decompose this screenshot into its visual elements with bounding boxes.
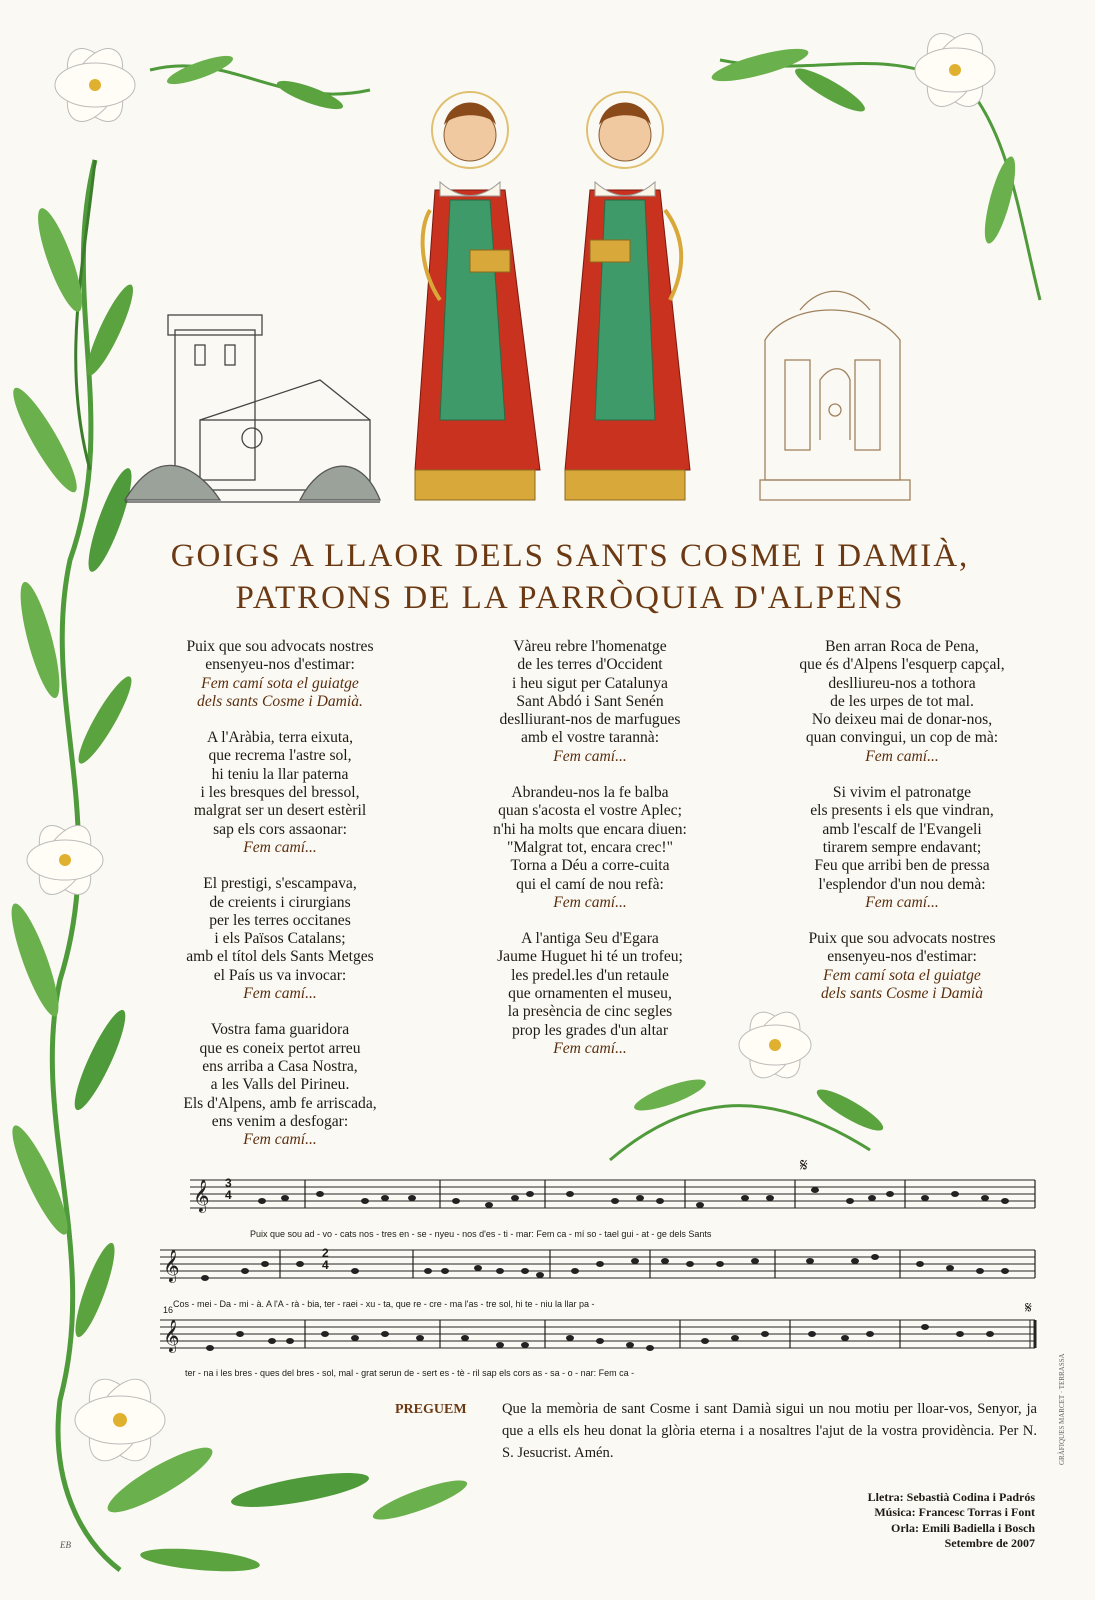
segno-sign-end: 𝄋 bbox=[1025, 1300, 1032, 1317]
refrain-line: Fem camí... bbox=[243, 1131, 317, 1149]
verse-line: malgrat ser un desert estèril bbox=[193, 802, 367, 820]
time-sig-bottom: 4 bbox=[225, 1188, 232, 1202]
verse-line: amb el títol dels Sants Metges bbox=[186, 948, 374, 966]
verse-line: deslliureu-nos a tothora bbox=[828, 674, 976, 692]
music-lyrics-line-3: ter - na i les bres - ques del bres - sol, mal - grat serun de - sert es - tè - ril sap els cors as - sa - o - nar: Fem ca - bbox=[185, 1368, 635, 1378]
stanza bbox=[440, 638, 740, 766]
refrain-line: Fem camí sota el guiatge bbox=[823, 966, 981, 984]
verse-line: tirarem sempre endavant; bbox=[822, 838, 982, 856]
page-title-line-1: GOIGS A LLAOR DELS SANTS COSME I DAMIÀ, bbox=[170, 538, 970, 574]
verse-line: Si vivim el patronatge bbox=[832, 784, 972, 802]
credit-lyrics: Lletra: Sebastià Codina i Padrós bbox=[867, 1490, 1035, 1504]
music-lyrics-line-2: Cos - mei - Da - mi - à. A l'A - rà - bia, ter - raei - xu - ta, que re - cre - ma l'as - tre sol, hi te - niu la llar pa - bbox=[173, 1299, 595, 1309]
measure-number: 16 bbox=[163, 1305, 174, 1315]
refrain-line: dels sants Cosme i Damià bbox=[820, 985, 983, 1003]
refrain-line: Fem camí... bbox=[553, 893, 627, 911]
refrain-line: Fem camí... bbox=[865, 893, 939, 911]
verse-line: deslliurant-nos de marfugues bbox=[499, 711, 681, 729]
verse-line: ensenyeu-nos d'estimar: bbox=[205, 656, 355, 674]
time-signature-2 bbox=[322, 1247, 329, 1271]
verse-line: de creients i cirurgians bbox=[209, 893, 351, 911]
stanza bbox=[752, 930, 1052, 1003]
saint-damia-figure bbox=[565, 92, 690, 500]
verse-line: Jaume Huguet hi té un trofeu; bbox=[497, 948, 683, 966]
verse-line: el País us va invocar: bbox=[213, 966, 347, 984]
time-sig-top: 3 bbox=[225, 1176, 232, 1190]
saint-cosme-figure bbox=[415, 92, 540, 500]
verse-line: Sant Abdó i Sant Senén bbox=[516, 692, 664, 710]
prayer-label: PREGUEM bbox=[395, 1402, 467, 1417]
time-sig-bottom: 4 bbox=[322, 1258, 329, 1272]
verse-line: que recrema l'astre sol, bbox=[208, 747, 352, 765]
refrain-line: Fem camí... bbox=[243, 985, 317, 1003]
verse-line: a les Valls del Pirineu. bbox=[210, 1076, 350, 1094]
verse-column-3 bbox=[752, 638, 1052, 1021]
lily-top-left bbox=[55, 39, 135, 130]
verse-line: i heu sigut per Catalunya bbox=[512, 674, 668, 692]
stanza bbox=[130, 875, 430, 1003]
verse-line: amb el vostre tarannà: bbox=[520, 729, 660, 747]
verse-line: No deixeu mai de donar-nos, bbox=[811, 711, 993, 729]
treble-clef-1: 𝄞 bbox=[193, 1181, 210, 1212]
credit-border: Orla: Emili Badiella i Bosch bbox=[890, 1520, 1035, 1535]
verse-line: Torna a Déu a corre-cuita bbox=[510, 857, 670, 875]
verse-line: Puix que sou advocats nostres bbox=[808, 930, 996, 948]
prayer-text: Que la memòria de sant Cosme i sant Damià sigui un nou motiu per lloar-vos, Senyor, ja que a ells els heu donat la glòria eterna i a nosaltres l'ajut de la vostra providència. Per N. S. Jesucrist. Amén. bbox=[502, 1401, 1037, 1461]
verse-line: A l'Aràbia, terra eixuta, bbox=[206, 729, 354, 747]
segno-sign: 𝄋 bbox=[800, 1155, 808, 1175]
verse-line: prop les grades d'un altar bbox=[511, 1021, 669, 1039]
verse-line: de les urpes de tot mal. bbox=[830, 692, 974, 710]
refrain-line: dels sants Cosme i Damià. bbox=[197, 692, 363, 710]
verse-line: n'hi ha molts que encara diuen: bbox=[493, 820, 687, 838]
lily-top-right bbox=[915, 24, 995, 115]
verse-line: "Malgrat tot, encara crec!" bbox=[507, 838, 673, 856]
verse-line: Abrandeu-nos la fe balba bbox=[511, 784, 669, 802]
verse-line: El prestigi, s'escampava, bbox=[203, 875, 357, 893]
credit-date: Setembre de 2007 bbox=[944, 1536, 1035, 1551]
verse-line: Puix que sou advocats nostres bbox=[186, 638, 374, 655]
verse-line: Vàreu rebre l'homenatge bbox=[513, 638, 667, 655]
time-signature-1 bbox=[225, 1177, 232, 1201]
music-lyrics-line-1: Puix que sou ad - vo - cats nos - tres en - se - nyeu - nos d'es - ti - mar: Fem ca - mí so - tael gui - at - ge dels Sants bbox=[250, 1229, 712, 1239]
stanza bbox=[440, 930, 740, 1058]
altar-sketch bbox=[760, 291, 910, 500]
verse-line: ens arriba a Casa Nostra, bbox=[202, 1057, 358, 1075]
verse-line: les predel.les d'un retaule bbox=[511, 966, 669, 984]
verse-line: quan convingui, un cop de mà: bbox=[805, 729, 999, 747]
verse-line: i les bresques del bressol, bbox=[200, 784, 360, 802]
verse-line: amb l'escalf de l'Evangeli bbox=[822, 820, 982, 838]
verse-line: Ben arran Roca de Pena, bbox=[825, 638, 979, 655]
verse-line: que es coneix pertot arreu bbox=[199, 1039, 361, 1057]
time-sig-top: 2 bbox=[322, 1246, 329, 1260]
verse-line: Vostra fama guaridora bbox=[210, 1021, 350, 1039]
verse-line: Feu que arribi ben de pressa bbox=[814, 857, 990, 875]
verse-line: quan s'acosta el vostre Aplec; bbox=[498, 802, 682, 820]
music-score bbox=[160, 1180, 1035, 1353]
refrain-line: Fem camí... bbox=[553, 747, 627, 765]
credit-music: Música: Francesc Torras i Font bbox=[874, 1505, 1035, 1520]
verse-line: que ornamenten el museu, bbox=[508, 985, 672, 1003]
church-sketch bbox=[125, 315, 380, 502]
verse-line: l'esplendor d'un nou demà: bbox=[818, 875, 986, 893]
stanza bbox=[130, 729, 430, 857]
verse-line: Els d'Alpens, amb fe arriscada, bbox=[183, 1094, 377, 1112]
verse-line: els presents i els que vindran, bbox=[810, 802, 994, 820]
verse-column-1 bbox=[130, 638, 430, 1167]
stanza bbox=[752, 784, 1052, 912]
verse-column-2 bbox=[440, 638, 740, 1076]
verse-line: ens venim a desfogar: bbox=[211, 1112, 349, 1130]
treble-clef-3: 𝄞 bbox=[163, 1321, 180, 1352]
verse-line: hi teniu la llar paterna bbox=[211, 765, 349, 783]
treble-clef-2: 𝄞 bbox=[163, 1251, 180, 1282]
verse-line: de les terres d'Occident bbox=[517, 656, 663, 674]
printer-stamp: GRÀFIQUES MARCET · TERRASSA bbox=[1058, 1353, 1066, 1465]
lily-mid-left bbox=[27, 817, 103, 903]
stanza bbox=[130, 638, 430, 711]
verse-line: que és d'Alpens l'esquerp capçal, bbox=[799, 656, 1005, 674]
stanza bbox=[440, 784, 740, 912]
credits bbox=[810, 1490, 1035, 1552]
refrain-line: Fem camí... bbox=[243, 838, 317, 856]
verse-line: A l'antiga Seu d'Egara bbox=[521, 930, 659, 948]
illustrator-signature: EB bbox=[60, 1540, 71, 1550]
stanza bbox=[130, 1021, 430, 1149]
verse-line: i els Països Catalans; bbox=[214, 930, 346, 948]
refrain-line: Fem camí sota el guiatge bbox=[201, 674, 359, 692]
page-title-line-2: PATRONS DE LA PARRÒQUIA D'ALPENS bbox=[235, 580, 905, 616]
refrain-line: Fem camí... bbox=[553, 1039, 627, 1057]
lily-bottom-left bbox=[75, 1369, 165, 1471]
verse-line: ensenyeu-nos d'estimar: bbox=[827, 948, 977, 966]
stanza bbox=[752, 638, 1052, 766]
verse-line: qui el camí de nou refà: bbox=[516, 875, 664, 893]
verse-line: sap els cors assaonar: bbox=[213, 820, 347, 838]
verse-line: per les terres occitanes bbox=[209, 911, 351, 929]
refrain-line: Fem camí... bbox=[865, 747, 939, 765]
verse-line: la presència de cinc segles bbox=[507, 1003, 673, 1021]
